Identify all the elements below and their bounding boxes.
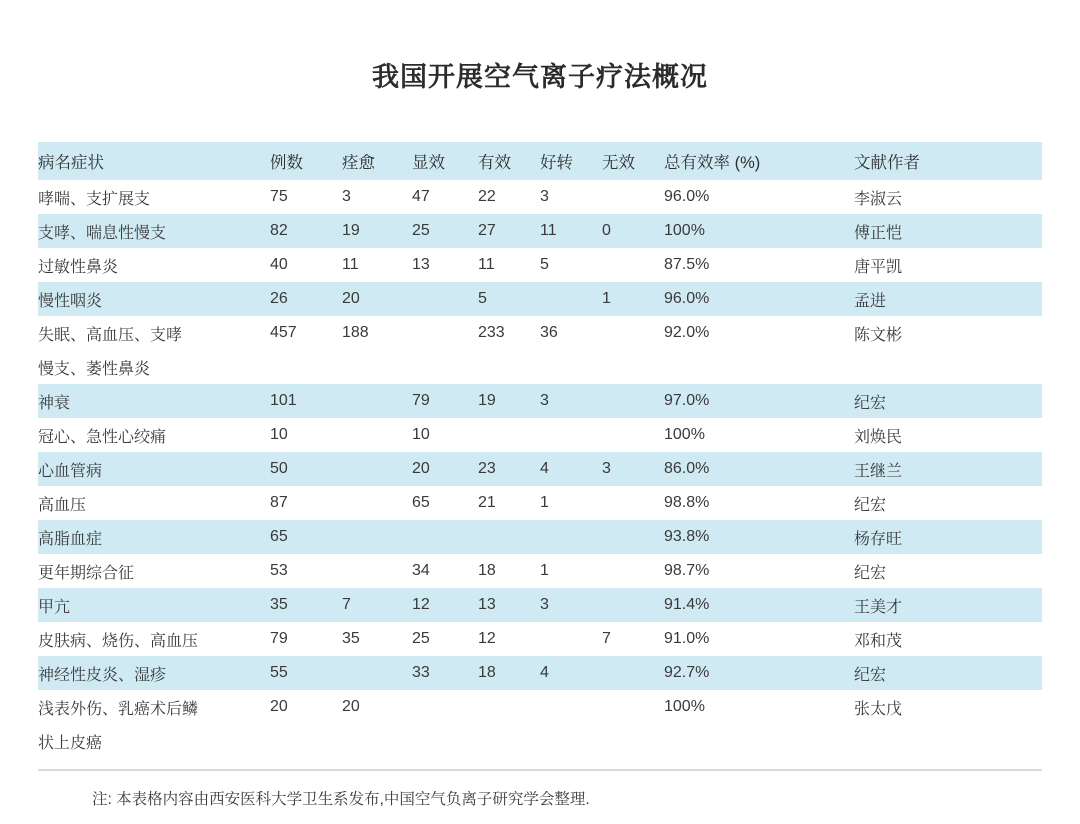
cell-rate: 92.7%: [664, 664, 710, 681]
cell-improved: 1: [540, 562, 549, 579]
cell-disease: 更年期综合征: [38, 564, 135, 582]
cell-ineffective: [602, 418, 664, 452]
column-header-marked-effect: 显效: [412, 154, 445, 172]
table-row: [38, 214, 1042, 248]
cell-cured: [342, 520, 412, 554]
cell-effective: 233: [478, 324, 505, 341]
cell-cured: 20: [342, 698, 360, 715]
cell-marked: 25: [412, 630, 430, 647]
cell-author: [854, 724, 1042, 758]
cell-improved: [540, 520, 602, 554]
cell-author: 纪宏: [854, 666, 887, 684]
cell-rate: 98.8%: [664, 494, 710, 511]
cell-disease: 冠心、急性心绞痛: [38, 428, 167, 446]
cell-ineffective: [602, 486, 664, 520]
table-body: [38, 180, 1042, 758]
cell-disease: 高血压: [38, 496, 87, 514]
column-header-cases: 例数: [270, 154, 303, 172]
column-header-cured: 痊愈: [342, 154, 375, 172]
cell-cases: [270, 350, 342, 384]
table-header: [38, 142, 1042, 180]
cell-cured: 20: [342, 290, 360, 307]
cell-cases: 20: [270, 698, 288, 715]
cell-effective: [478, 520, 540, 554]
cell-cured: [342, 656, 412, 690]
cell-ineffective: [602, 180, 664, 214]
cell-cured: [342, 724, 412, 758]
cell-improved: 3: [540, 596, 549, 613]
cell-ineffective: [602, 588, 664, 622]
cell-author: 纪宏: [854, 496, 887, 514]
cell-author: [854, 350, 1042, 384]
cell-author: 唐平凯: [854, 258, 903, 276]
cell-marked: 47: [412, 188, 430, 205]
cell-cured: [342, 486, 412, 520]
table-row-continuation: [38, 724, 1042, 758]
cell-marked: 10: [412, 426, 430, 443]
cell-disease: 神经性皮炎、湿疹: [38, 666, 167, 684]
cell-improved: 3: [540, 392, 549, 409]
cell-author: 刘焕民: [854, 428, 903, 446]
cell-rate: 97.0%: [664, 392, 710, 409]
cell-disease: 神衰: [38, 394, 71, 412]
table-footnote: 注: 本表格内容由西安医科大学卫生系发布,中国空气负离子研究学会整理.: [38, 770, 1042, 809]
cell-cases: 40: [270, 256, 288, 273]
table-row: [38, 588, 1042, 622]
cell-disease-continued: 状上皮癌: [38, 734, 103, 752]
cell-rate: 100%: [664, 222, 705, 239]
cell-rate: 91.0%: [664, 630, 710, 647]
cell-effective: 12: [478, 630, 496, 647]
data-table-container: [38, 142, 1042, 758]
cell-ineffective: 7: [602, 630, 611, 647]
cell-improved: 36: [540, 324, 558, 341]
table-row: [38, 452, 1042, 486]
cell-cases: 35: [270, 596, 288, 613]
column-header-improved: 好转: [540, 154, 573, 172]
air-ion-therapy-table: [38, 142, 1042, 758]
cell-author: 孟进: [854, 292, 887, 310]
cell-cases: 87: [270, 494, 288, 511]
cell-improved: [540, 622, 602, 656]
cell-cases: 10: [270, 426, 288, 443]
cell-cases: 55: [270, 664, 288, 681]
cell-ineffective: 1: [602, 290, 611, 307]
table-row: [38, 282, 1042, 316]
cell-cured: [342, 452, 412, 486]
cell-cases: [270, 724, 342, 758]
table-row-continuation: [38, 350, 1042, 384]
table-row: [38, 690, 1042, 724]
cell-marked: 34: [412, 562, 430, 579]
cell-ineffective: [602, 520, 664, 554]
cell-author: 李淑云: [854, 190, 903, 208]
cell-marked: [412, 724, 478, 758]
cell-effective: 21: [478, 494, 496, 511]
cell-effective: [478, 690, 540, 724]
cell-author: 邓和茂: [854, 632, 903, 650]
cell-disease: 皮肤病、烧伤、高血压: [38, 632, 199, 650]
cell-effective: [478, 418, 540, 452]
cell-effective: [478, 350, 540, 384]
cell-rate: [664, 724, 854, 758]
cell-improved: [540, 282, 602, 316]
cell-improved: 11: [540, 222, 557, 239]
table-row: [38, 520, 1042, 554]
page-title: 我国开展空气离子疗法概况: [372, 62, 708, 92]
cell-improved: [540, 418, 602, 452]
cell-effective: 23: [478, 460, 496, 477]
cell-rate: 91.4%: [664, 596, 710, 613]
cell-ineffective: [602, 690, 664, 724]
table-row: [38, 384, 1042, 418]
cell-improved: [540, 724, 602, 758]
table-row: [38, 316, 1042, 350]
cell-author: 陈文彬: [854, 326, 903, 344]
cell-cured: 19: [342, 222, 360, 239]
cell-cured: [342, 554, 412, 588]
cell-rate: 100%: [664, 698, 705, 715]
cell-ineffective: 3: [602, 460, 611, 477]
cell-effective: 27: [478, 222, 496, 239]
column-header-author: 文献作者: [854, 154, 920, 172]
cell-cases: 101: [270, 392, 297, 409]
column-header-effective: 有效: [478, 154, 511, 172]
table-row: [38, 622, 1042, 656]
cell-ineffective: [602, 554, 664, 588]
cell-rate: 93.8%: [664, 528, 710, 545]
cell-rate: 92.0%: [664, 324, 710, 341]
cell-rate: 87.5%: [664, 256, 710, 273]
cell-improved: 1: [540, 494, 549, 511]
cell-effective: 22: [478, 188, 496, 205]
cell-cured: [342, 418, 412, 452]
cell-cases: 457: [270, 324, 297, 341]
cell-cases: 79: [270, 630, 288, 647]
cell-ineffective: [602, 384, 664, 418]
cell-marked: 25: [412, 222, 430, 239]
cell-ineffective: [602, 350, 664, 384]
cell-marked: 12: [412, 596, 430, 613]
cell-effective: 13: [478, 596, 496, 613]
cell-effective: 11: [478, 256, 495, 273]
cell-marked: [412, 350, 478, 384]
cell-disease-continued: 慢支、萎性鼻炎: [38, 360, 151, 378]
table-row: [38, 554, 1042, 588]
cell-cured: 35: [342, 630, 360, 647]
cell-effective: 18: [478, 664, 496, 681]
cell-improved: 3: [540, 188, 549, 205]
cell-effective: 19: [478, 392, 496, 409]
cell-improved: 4: [540, 664, 549, 681]
cell-disease: 心血管病: [38, 462, 103, 480]
cell-disease: 慢性咽炎: [38, 292, 103, 310]
cell-cases: 82: [270, 222, 288, 239]
cell-disease: 高脂血症: [38, 530, 103, 548]
cell-disease: 浅表外伤、乳癌术后鳞: [38, 700, 199, 718]
table-row: [38, 418, 1042, 452]
cell-author: 傅正恺: [854, 224, 903, 242]
cell-ineffective: [602, 248, 664, 282]
cell-disease: 失眠、高血压、支哮: [38, 326, 183, 344]
cell-rate: 96.0%: [664, 188, 710, 205]
cell-marked: [412, 690, 478, 724]
cell-cured: 188: [342, 324, 369, 341]
cell-author: 王美才: [854, 598, 903, 616]
table-row: [38, 180, 1042, 214]
cell-rate: 98.7%: [664, 562, 710, 579]
cell-marked: [412, 316, 478, 350]
cell-improved: [540, 350, 602, 384]
cell-rate: 86.0%: [664, 460, 710, 477]
table-row: [38, 656, 1042, 690]
table-row: [38, 248, 1042, 282]
cell-improved: [540, 690, 602, 724]
cell-cured: [342, 350, 412, 384]
cell-disease: 哮喘、支扩展支: [38, 190, 151, 208]
cell-cases: 75: [270, 188, 288, 205]
cell-author: 王继兰: [854, 462, 903, 480]
cell-improved: 5: [540, 256, 549, 273]
cell-cured: 3: [342, 188, 351, 205]
column-header-total-effective-rate: 总有效率 (%): [664, 154, 761, 172]
cell-cured: 7: [342, 596, 351, 613]
cell-ineffective: 0: [602, 222, 611, 239]
cell-disease: 甲亢: [38, 598, 71, 616]
cell-ineffective: [602, 724, 664, 758]
cell-ineffective: [602, 316, 664, 350]
cell-cured: [342, 384, 412, 418]
cell-rate: 96.0%: [664, 290, 710, 307]
cell-effective: 5: [478, 290, 487, 307]
column-header-disease: 病名症状: [38, 154, 104, 172]
cell-effective: 18: [478, 562, 496, 579]
cell-disease: 支哮、喘息性慢支: [38, 224, 167, 242]
cell-cases: 50: [270, 460, 288, 477]
cell-cases: 65: [270, 528, 288, 545]
cell-disease: 过敏性鼻炎: [38, 258, 119, 276]
cell-marked: 65: [412, 494, 430, 511]
cell-rate: 100%: [664, 426, 705, 443]
table-header-row: [38, 142, 1042, 180]
cell-marked: 79: [412, 392, 430, 409]
cell-cured: 11: [342, 256, 359, 273]
cell-marked: 13: [412, 256, 430, 273]
cell-marked: 20: [412, 460, 430, 477]
cell-improved: 4: [540, 460, 549, 477]
column-header-ineffective: 无效: [602, 154, 635, 172]
cell-cases: 53: [270, 562, 288, 579]
table-row: [38, 486, 1042, 520]
cell-marked: [412, 282, 478, 316]
cell-author: 纪宏: [854, 564, 887, 582]
cell-cases: 26: [270, 290, 288, 307]
cell-marked: [412, 520, 478, 554]
cell-author: 张太戊: [854, 700, 903, 718]
cell-ineffective: [602, 656, 664, 690]
cell-author: 纪宏: [854, 394, 887, 412]
cell-effective: [478, 724, 540, 758]
cell-marked: 33: [412, 664, 430, 681]
cell-rate: [664, 350, 854, 384]
cell-author: 杨存旺: [854, 530, 903, 548]
